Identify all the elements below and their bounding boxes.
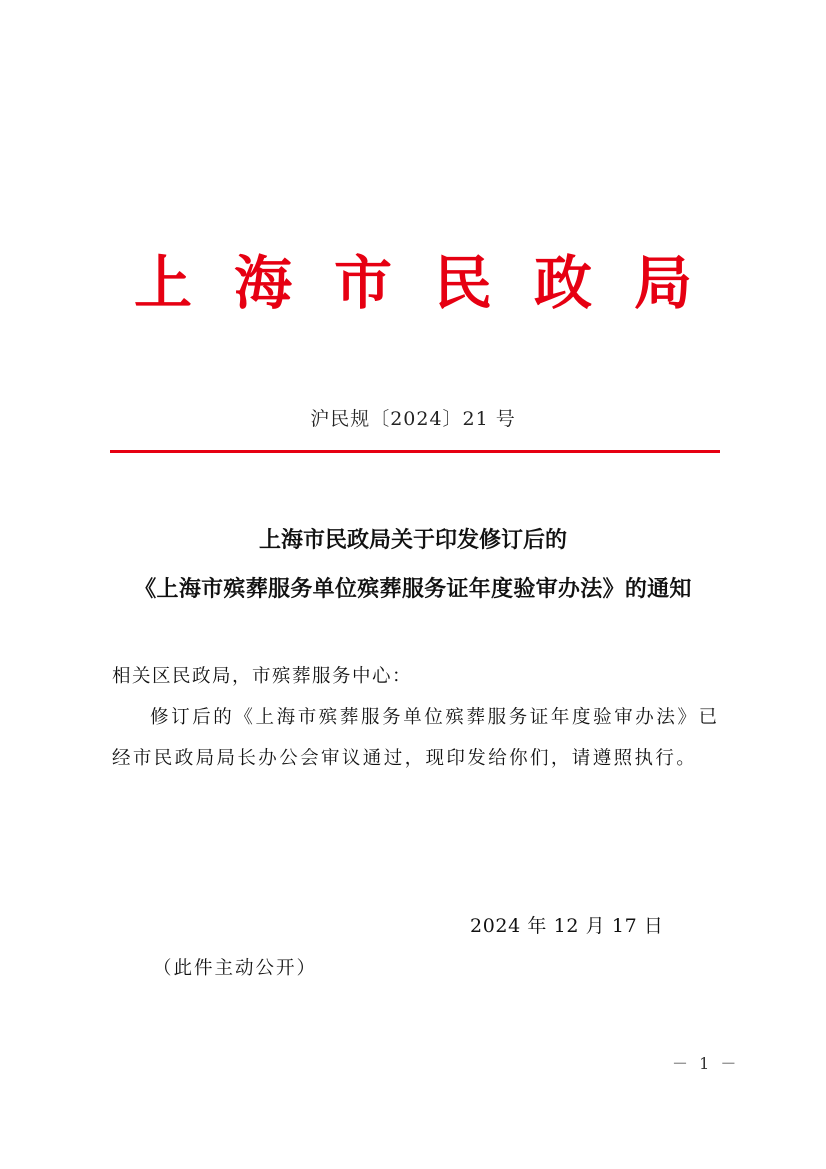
issue-date: 2024 年 12 月 17 日 (470, 915, 664, 937)
masthead-char: 市 (333, 249, 392, 317)
body-paragraph-line-2: 经市民政局局长办公会审议通过，现印发给你们，请遵照执行。 (112, 748, 698, 769)
document-number: 沪民规〔2024〕21 号 (310, 408, 516, 430)
masthead-char: 海 (233, 249, 292, 317)
document-title-line-2: 《上海市殡葬服务单位殡葬服务证年度验审办法》的通知 (134, 576, 692, 602)
body-paragraph-line-1: 修订后的《上海市殡葬服务单位殡葬服务证年度验审办法》已 (150, 707, 720, 728)
publicity-note: （此件主动公开） (153, 958, 318, 979)
masthead-char: 民 (434, 249, 493, 317)
page-number: － 1 － (672, 1054, 740, 1073)
salutation: 相关区民政局，市殡葬服务中心： (112, 666, 413, 687)
issuing-authority-masthead (0, 243, 826, 323)
document-title-line-1: 上海市民政局关于印发修订后的 (258, 527, 567, 553)
masthead-char: 局 (634, 249, 693, 317)
masthead-char: 政 (534, 249, 593, 317)
masthead-char: 上 (133, 249, 192, 317)
red-separator-line (110, 450, 720, 453)
